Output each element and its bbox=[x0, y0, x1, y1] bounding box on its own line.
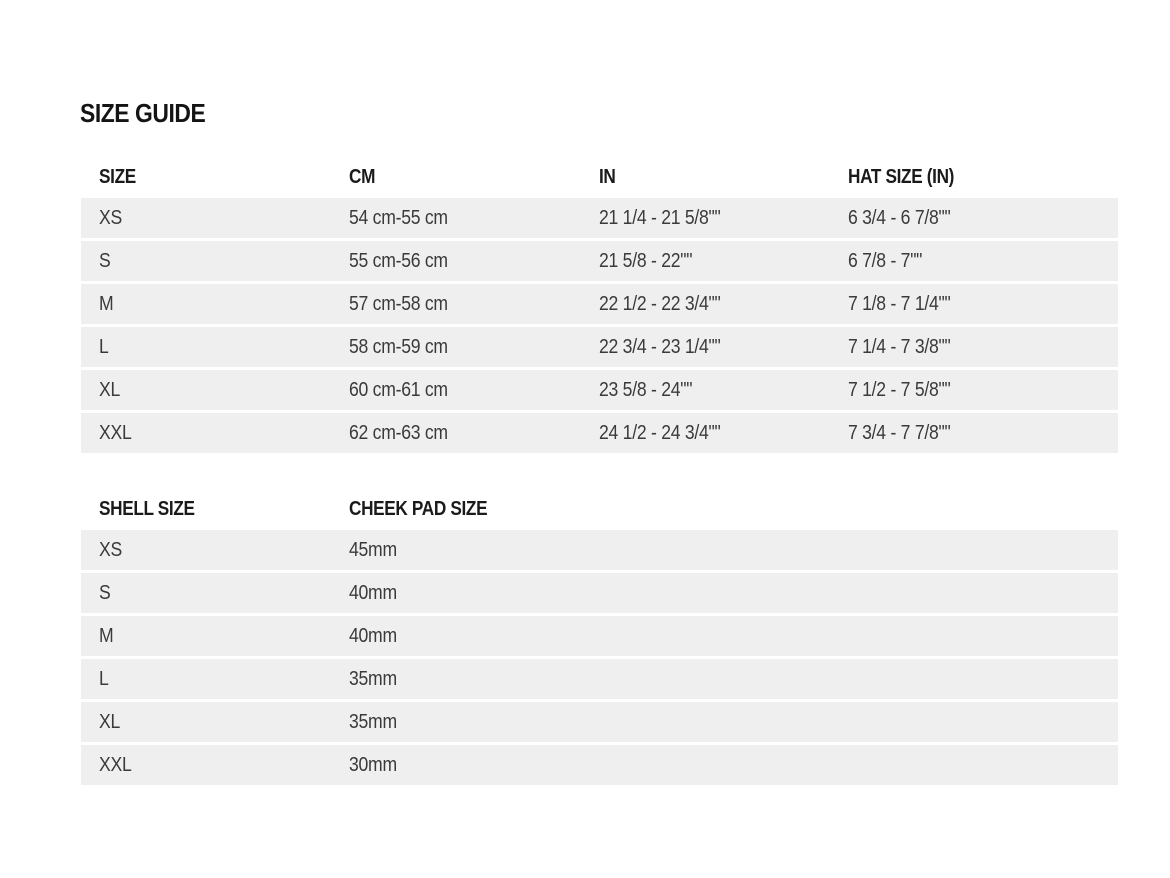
cell-in: 24 1/2 - 24 3/4"" bbox=[581, 413, 830, 453]
header-size: SIZE bbox=[99, 165, 136, 188]
cell-cm: 54 cm-55 cm bbox=[331, 198, 581, 241]
cell-hat-size: 7 3/4 - 7 7/8"" bbox=[830, 413, 1118, 453]
cell-shell-size: XS bbox=[81, 530, 331, 573]
table-row bbox=[81, 573, 1118, 616]
table-row bbox=[81, 659, 1118, 702]
cell-shell-size: XXL bbox=[81, 745, 331, 785]
cell-size: XL bbox=[81, 370, 331, 413]
cell-in: 22 3/4 - 23 1/4"" bbox=[581, 327, 830, 370]
header-cm: CM bbox=[349, 165, 376, 188]
cell-shell-size: M bbox=[81, 616, 331, 659]
cell-cm: 57 cm-58 cm bbox=[331, 284, 581, 327]
cell-hat-size: 6 7/8 - 7"" bbox=[830, 241, 1118, 284]
cell-shell-size: L bbox=[81, 659, 331, 702]
cell-in: 22 1/2 - 22 3/4"" bbox=[581, 284, 830, 327]
cell-size: S bbox=[81, 241, 331, 284]
table-row bbox=[81, 370, 1118, 413]
header-cheek-pad-size: CHEEK PAD SIZE bbox=[349, 497, 488, 520]
cell-size: L bbox=[81, 327, 331, 370]
table-header-row bbox=[81, 482, 1118, 530]
header-hat-size: HAT SIZE (IN) bbox=[848, 165, 955, 188]
cell-in: 21 5/8 - 22"" bbox=[581, 241, 830, 284]
cell-cm: 60 cm-61 cm bbox=[331, 370, 581, 413]
cell-cheek-pad-size: 35mm bbox=[331, 702, 581, 745]
cell-cm: 62 cm-63 cm bbox=[331, 413, 581, 453]
cell-hat-size: 7 1/4 - 7 3/8"" bbox=[830, 327, 1118, 370]
cell-hat-size: 7 1/8 - 7 1/4"" bbox=[830, 284, 1118, 327]
table-row bbox=[81, 530, 1118, 573]
cell-cheek-pad-size: 40mm bbox=[331, 616, 581, 659]
cell-cm: 58 cm-59 cm bbox=[331, 327, 581, 370]
table-row bbox=[81, 745, 1118, 785]
cell-size: M bbox=[81, 284, 331, 327]
cell-shell-size: S bbox=[81, 573, 331, 616]
header-in: IN bbox=[599, 165, 616, 188]
size-table bbox=[81, 150, 1118, 453]
header-shell-size: SHELL SIZE bbox=[99, 497, 195, 520]
cell-in: 21 1/4 - 21 5/8"" bbox=[581, 198, 830, 241]
cell-size: XXL bbox=[81, 413, 331, 453]
cell-cheek-pad-size: 35mm bbox=[331, 659, 581, 702]
cell-cm: 55 cm-56 cm bbox=[331, 241, 581, 284]
cell-cheek-pad-size: 40mm bbox=[331, 573, 581, 616]
table-row bbox=[81, 327, 1118, 370]
cell-cheek-pad-size: 30mm bbox=[331, 745, 581, 785]
cell-in: 23 5/8 - 24"" bbox=[581, 370, 830, 413]
cell-size: XS bbox=[81, 198, 331, 241]
table-row bbox=[81, 702, 1118, 745]
table-row bbox=[81, 616, 1118, 659]
shell-size-table bbox=[81, 482, 1118, 785]
table-row bbox=[81, 241, 1118, 284]
cell-cheek-pad-size: 45mm bbox=[331, 530, 581, 573]
cell-shell-size: XL bbox=[81, 702, 331, 745]
table-header-row bbox=[81, 150, 1118, 198]
cell-hat-size: 7 1/2 - 7 5/8"" bbox=[830, 370, 1118, 413]
table-row bbox=[81, 198, 1118, 241]
table-row bbox=[81, 284, 1118, 327]
cell-hat-size: 6 3/4 - 6 7/8"" bbox=[830, 198, 1118, 241]
table-row bbox=[81, 413, 1118, 453]
page-title: SIZE GUIDE bbox=[80, 98, 206, 128]
